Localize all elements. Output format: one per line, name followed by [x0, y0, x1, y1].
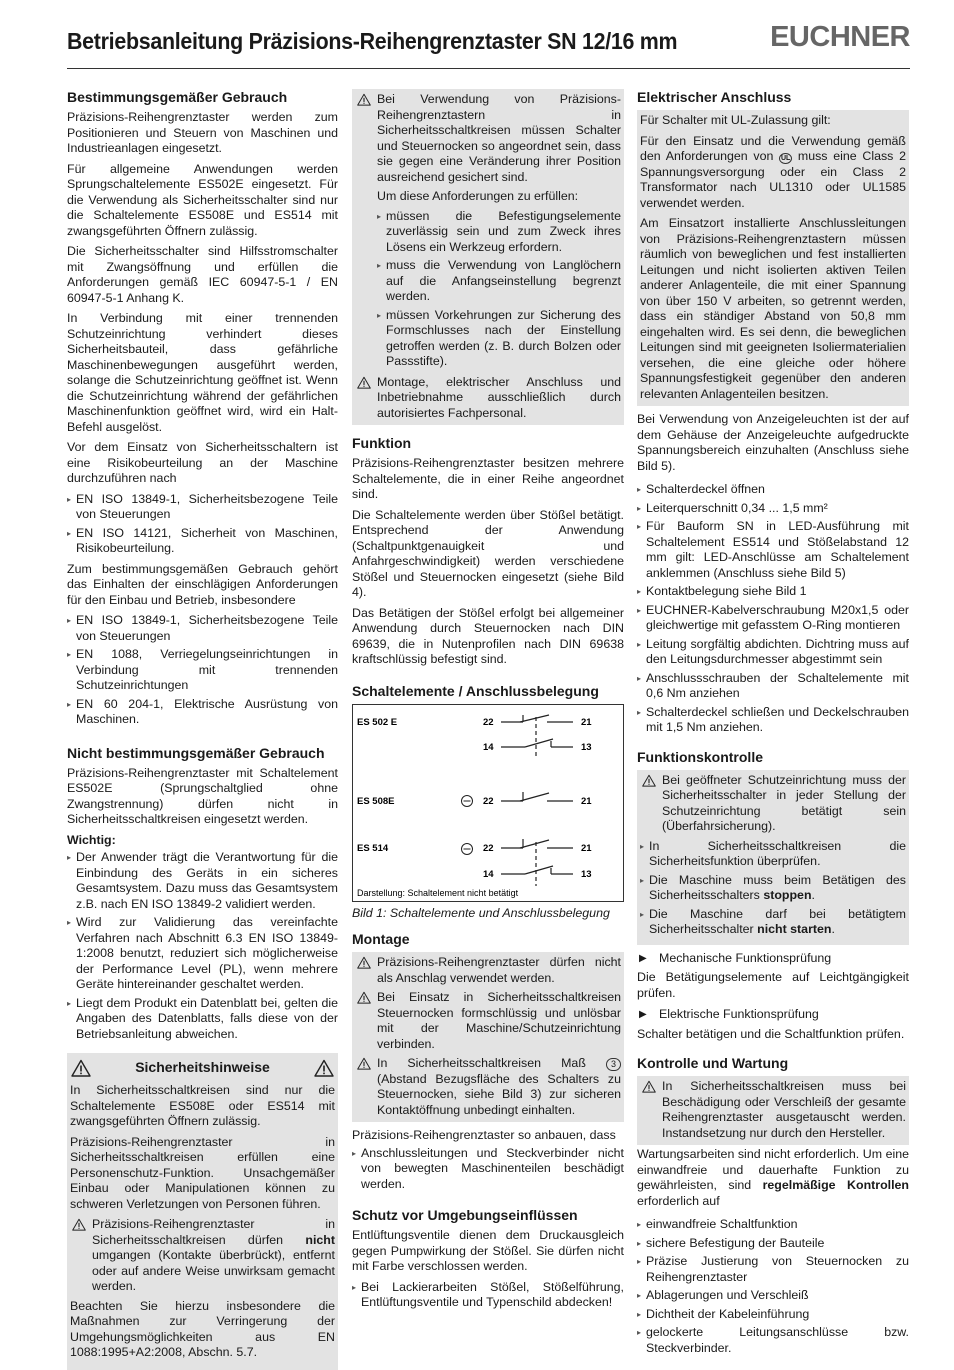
paragraph: Vor dem Einsatz von Sicherheitsschaltern ist eine Risikobeurteilung an der Maschine durchzuführen nach — [67, 440, 338, 485]
list-item: ▸ Dichtheit der Kabeleinführung — [637, 1307, 909, 1323]
bullet-list — [637, 482, 909, 736]
diagram-label-es502: ES 502 E — [357, 716, 398, 728]
paragraph: Bei Verwendung von Anzeigeleuchten ist der auf dem Gehäuse der Anzeigeleuchte aufgedruckte Spannungsbereich einzuhalten (Anschluss siehe Bild 5). — [637, 412, 909, 473]
diagram-label-es514: ES 514 — [357, 842, 389, 854]
paragraph: Präzisions-Reihengrenztaster in Sicherheitsschaltkreisen erfüllen eine Personenschutz-Funktion. Unsachgemäßer Einbau oder Manipulationen können zu schweren Verletzungen von Personen führen. — [70, 1134, 335, 1211]
electrical-check-step: ▶ Elektrische Funktionsprüfung — [637, 1007, 909, 1023]
column-1 — [67, 89, 338, 1370]
warning-icon — [357, 956, 371, 969]
terminal-14: 14 — [483, 741, 494, 753]
heading-funktion: Funktion — [352, 435, 412, 451]
warning-icon — [357, 1057, 371, 1070]
diagram-label-es508: ES 508E — [357, 795, 395, 807]
list-item: ▸ sichere Befestigung der Bauteile — [637, 1236, 909, 1252]
figure-caption: Bild 1: Schaltelemente und Anschlussbelegung — [352, 905, 610, 920]
function-check-box — [637, 770, 909, 945]
list-item: ▸ Der Anwender trägt die Verantwortung für die Einbindung des Geräts in ein sicheres Gesamtsystem. Dazu muss das Gesamtsystem z.B. nach EN ISO 13849-2 validiert werden. — [67, 850, 338, 912]
contact-symbol-es502 — [501, 715, 573, 759]
bullet-list — [637, 1217, 909, 1356]
warning-note: Montage, elektrischer Anschluss und Inbetriebnahme ausschließlich durch autorisiertes Fachpersonal. — [355, 375, 621, 422]
column-3 — [637, 89, 909, 1361]
terminal-13: 13 — [581, 741, 592, 753]
warning-icon — [357, 93, 371, 106]
warning-icon — [357, 991, 371, 1004]
paragraph: Entlüftungsventile dienen dem Druckausgleich gegen Pumpwirkung der Stößel. Sie dürfen nicht mit Farbe verschlossen werden. — [352, 1228, 624, 1273]
list-item: ▸ müssen Vorkehrungen zur Sicherung des Formschlusses nach der Einstellung getroffen werden (z. B. durch Bolzen oder Passstifte). — [377, 308, 621, 370]
heading-sicherheitshinweise: Sicherheitshinweise — [135, 1059, 270, 1076]
warning-icon — [72, 1218, 86, 1231]
warning-note: Präzisions-Reihengrenztaster dürfen nicht als Anschlag verwendet werden. — [355, 955, 621, 986]
page-header — [67, 21, 910, 69]
list-item: ▸ In Sicherheitsschaltkreisen die Sicherheitsfunktion überprüfen. — [640, 839, 906, 870]
list-item: ▸ Die Maschine muss beim Betätigen des Sicherheitsschalters stoppen. — [640, 873, 906, 904]
list-item: ▸ gelockerte Leitungsanschlüsse bzw. Steckverbinder. — [637, 1325, 909, 1356]
safety-notes-box — [67, 1083, 338, 1370]
warning-note: Bei geöffneter Schutzeinrichtung muss der Sicherheitsschalter in jeder Stellung der Schutzeinrichtung betätigt sein (Überfahrsicherung). — [640, 773, 906, 835]
warning-icon — [642, 774, 656, 787]
list-item: ▸ Schalterdeckel schließen und Deckelschrauben mit 1,5 Nm anziehen. — [637, 705, 909, 736]
paragraph: Die Betätigungselemente auf Leichtgängigkeit prüfen. — [637, 970, 909, 1000]
terminal-13: 13 — [581, 868, 592, 880]
heading-schaltelemente: Schaltelemente / Anschlussbelegung — [352, 682, 599, 699]
column-2 — [352, 89, 624, 1316]
warning-box — [352, 89, 624, 425]
paragraph: Präzisions-Reihengrenztaster besitzen mehrere Schaltelemente, die in einer Reihe angeordnet sind. — [352, 456, 624, 501]
list-item: ▸ einwandfreie Schaltfunktion — [637, 1217, 909, 1233]
list-item: ▸ EN 60 204-1, Elektrische Ausrüstung von Maschinen. — [67, 697, 338, 728]
paragraph: In Verbindung mit einer trennenden Schutzeinrichtung verhindert dieses Sicherheitsbauteil, dass gefährliche Maschinenbewegungen ausgeführt werden, solange die Schutzeinrichtung geöffnet ist. Wenn die Schutzeinrichtung während der gefährlichen Maschinenfunktion geöffnet wird, wird ein Halt-Befehl ausgelöst. — [67, 311, 338, 434]
paragraph: Präzisions-Reihengrenztaster so anbauen, dass — [352, 1128, 616, 1142]
list-item: ▸ Kontaktbelegung siehe Bild 1 — [637, 584, 909, 600]
paragraph: Die Sicherheitsschalter sind Hilfsstromschalter mit Zwangsöffnung und erfüllen die Anforderungen gemäß IEC 60947-5-1 / EN 60947-5-1 Anhang K. — [67, 244, 338, 305]
bullet-list — [352, 1280, 624, 1311]
list-item: ▸ Die Maschine darf bei betätigtem Sicherheitsschalter nicht starten. — [640, 907, 906, 938]
warning-icon — [642, 1080, 656, 1093]
paragraph: Für allgemeine Anwendungen werden Sprungschaltelemente ES502E eingesetzt. Für die Verwendung als Sicherheitsschalter sind nur die Schaltelemente ES508E und ES514 mit zwangsgeführten Öffnern zulässig. — [67, 161, 338, 238]
warning-note: Präzisions-Reihengrenztaster in Sicherheitsschaltkreisen dürfen nicht umgangen (Kontakte überbrückt), entfernt oder auf andere Weise unwirksam gemacht werden. — [70, 1217, 335, 1295]
warning-box — [352, 952, 624, 1122]
heading-nicht-bestimmungsgemaess: Nicht bestimmungsgemäßer Gebrauch — [67, 744, 325, 761]
bullet-list — [640, 839, 906, 938]
important-label: Wichtig: — [67, 832, 116, 847]
heading-funktionskontrolle: Funktionskontrolle — [637, 748, 763, 765]
warning-icon — [357, 376, 371, 389]
heading-schutz: Schutz vor Umgebungseinflüssen — [352, 1207, 578, 1223]
bullet-list — [352, 1146, 624, 1193]
paragraph: Präzisions-Reihengrenztaster werden zum Positionieren und Steuern von Maschinen und Industrieanlagen eingesetzt. — [67, 110, 338, 155]
paragraph: Beachten Sie hierzu insbesondere die Maßnahmen zur Verringerung der Umgehungsmöglichkeiten aus EN 1088:1995+A2:2008, Abschn. 5.7. — [70, 1298, 335, 1359]
list-item: ▸ muss die Verwendung von Langlöchern auf die Anfangseinstellung begrenzt werden. — [377, 258, 621, 305]
list-item: ▸ Für Bauform SN in LED-Ausführung mit Schaltelement ES514 und Stößelabstand 12 mm gilt: LED-Anschlüsse am Schaltelement anklemmen (Anschluss siehe Bild 5) — [637, 519, 909, 581]
list-item: ▸ Liegt dem Produkt ein Datenblatt bei, gelten die Angaben des Datenblatts, falls diese von der Betriebsanleitung abweichen. — [67, 996, 338, 1043]
paragraph: Schalter betätigen und die Schaltfunktion prüfen. — [637, 1026, 905, 1041]
list-item: ▸ müssen die Befestigungselemente zuverlässig sein und zum Zweck ihres Lösens ein Werkzeug erfordern. — [377, 209, 621, 256]
list-item: ▸ EN ISO 14121, Sicherheit von Maschinen, Risikobeurteilung. — [67, 526, 338, 557]
list-item: ▸ Leitung sorgfältig abdichten. Dichtring muss auf den Leitungsdurchmesser abgestimmt sein — [637, 637, 909, 668]
terminal-21: 21 — [581, 716, 592, 728]
bullet-list — [67, 613, 338, 728]
list-item: ▸ Präzise Justierung von Steuernocken zu Reihengrenztaster — [637, 1254, 909, 1285]
diagram-note: Darstellung: Schaltelement nicht betätigt — [357, 887, 519, 898]
paragraph: Das Betätigen der Stößel erfolgt bei allgemeiner Anwendung durch Steuernocken nach DIN 69639, die in Nutenprofilen nach DIN 69638 kraftschlüssig befestigt sind. — [352, 605, 624, 666]
paragraph: Wartungsarbeiten sind nicht erforderlich. Um eine einwandfreie und dauerhafte Funktion zu gewährleisten, sind regelmäßige Kontrollen erforderlich auf — [637, 1147, 909, 1208]
dimension-symbol: 3 — [606, 1058, 621, 1071]
terminal-21: 21 — [581, 795, 592, 807]
list-item: ▸ Schalterdeckel öffnen — [637, 482, 909, 498]
heading-kontrolle-wartung: Kontrolle und Wartung — [637, 1055, 789, 1071]
list-item: ▸ Bei Lackierarbeiten Stößel, Stößelführung, Entlüftungsventile und Typenschild abdecken! — [352, 1280, 624, 1311]
warning-icon — [314, 1059, 334, 1077]
warning-icon — [71, 1059, 91, 1077]
heading-elektrischer-anschluss: Elektrischer Anschluss — [637, 89, 792, 105]
contact-symbol-es514 — [501, 839, 573, 886]
paragraph: Um diese Anforderungen zu erfüllen: — [377, 189, 579, 203]
bullet-list — [67, 492, 338, 557]
ul-info-box — [637, 110, 909, 406]
list-item: ▸ Anschlussschrauben der Schaltelemente mit 0,6 Nm anziehen — [637, 671, 909, 702]
safety-notes-header — [67, 1053, 338, 1083]
paragraph: Für Schalter mit UL-Zulassung gilt: — [640, 113, 831, 127]
terminal-22: 22 — [483, 795, 494, 807]
list-item: ▸ EN ISO 13849-1, Sicherheitsbezogene Teile von Steuerungen — [67, 613, 338, 644]
list-item: ▸ EN ISO 13849-1, Sicherheitsbezogene Teile von Steuerungen — [67, 492, 338, 523]
warning-note: In Sicherheitsschaltkreisen Maß 3 (Abstand Bezugsfläche des Schalters zu Steuernocken, siehe Bild 3) zur sicheren Kontaktöffnung unbedingt einhalten. — [355, 1056, 621, 1118]
paragraph: Für den Einsatz und die Verwendung gemäß den Anforderungen von UL muss eine Class 2 Spannungsversorgung oder ein Class 2 Transformator nach UL1310 oder UL1585 verwendet werden. — [640, 133, 906, 210]
list-item: ▸ Ablagerungen und Verschleiß — [637, 1288, 909, 1304]
heading-montage: Montage — [352, 931, 410, 947]
list-item: ▸ Anschlussleitungen und Steckverbinder nicht von bewegten Maschinenteilen beschädigt werden. — [352, 1146, 624, 1193]
warning-note: Bei Einsatz in Sicherheitsschaltkreisen Steuernocken formschlüssig und unlösbar mit der Maschine/Schutzeinrichtung verbinden. — [355, 990, 621, 1052]
terminal-14: 14 — [483, 868, 494, 880]
paragraph: Präzisions-Reihengrenztaster mit Schaltelement ES502E (Sprungschaltglied ohne Zwangstrennung) dürfen nicht in Sicherheitsschaltkreisen eingesetzt werden. — [67, 765, 338, 826]
document-title: Betriebsanleitung Präzisions-Reihengrenztaster SN 12/16 mm — [67, 28, 678, 54]
paragraph: Zum bestimmungsgemäßen Gebrauch gehört das Einhalten der einschlägigen Anforderungen für den Einbau und Betrieb, insbesondere — [67, 561, 338, 607]
ul-logo-icon: UL — [780, 155, 791, 162]
list-item: ▸ EUCHNER-Kabelverschraubung M20x1,5 oder gleichwertige mit gefasstem O-Ring montieren — [637, 603, 909, 634]
bullet-list — [377, 209, 621, 370]
terminal-21: 21 — [581, 842, 592, 854]
list-item: ▸ Wird zur Validierung das vereinfachte Verfahren nach Abschnitt 6.3 EN ISO 13849-1:2008 benutzt, reduziert sich möglicherweise der Performance Level (PL), wenn mehrere Geräte hintereinander geschaltet werden. — [67, 915, 338, 993]
paragraph: In Sicherheitsschaltkreisen sind nur die Schaltelemente ES508E oder ES514 mit zwangsgeführten Öffnern zulässig. — [70, 1083, 335, 1128]
contact-diagram — [352, 704, 624, 902]
warning-note: Bei Verwendung von Präzisions-Reihengrenztastern in Sicherheitsschaltkreisen müssen Schalter und Steuernocken so angeordnet sein, dass sie gegen eine Veränderung ihrer Position ausreichend gesichert sind. — [355, 92, 621, 185]
heading-bestimmungsgemaess: Bestimmungsgemäßer Gebrauch — [67, 89, 288, 105]
paragraph: Am Einsatzort installierte Anschlussleitungen von Präzisions-Reihengrenztastern müssen räumlich von beweglichen und fest installierten Leitungen und nicht isolierten aktiven Teilen anderer Anlagenteile, die mit einer Spannung von über 150 V arbeiten, so getrennt werden, dass ein ständiger Abstand von 50,8 mm eingehalten wird. Es sei denn, die beweglichen Leitungen sind mit geeigneten Isoliermaterialien versehen, die eine gleiche oder höhere Spannungsfestigkeit gegenüber den anderen relevanten Anlagenteilen besitzen. — [640, 216, 906, 401]
list-item: ▸ EN 1088, Verriegelungseinrichtungen in Verbindung mit trennenden Schutzeinrichtungen — [67, 647, 338, 694]
terminal-22: 22 — [483, 842, 494, 854]
brand-logo: EUCHNER — [770, 21, 910, 53]
bullet-list — [67, 850, 338, 1042]
paragraph: Die Schaltelemente werden über Stößel betätigt. Entsprechend der Anwendung (Schaltpunktgenauigkeit und Anfahrgeschwindigkeit) werden verschiedene Stößel und Steuernocken eingesetzt (siehe Bild 4). — [352, 507, 624, 599]
contact-symbol-es508 — [501, 792, 573, 801]
mechanical-check-step: ▶ Mechanische Funktionsprüfung — [637, 951, 909, 967]
warning-box — [637, 1076, 909, 1145]
terminal-22: 22 — [483, 716, 494, 728]
warning-note: In Sicherheitsschaltkreisen muss bei Beschädigung oder Verschleiß der gesamte Reihengrenztaster ausgetauscht werden. Instandsetzung nur durch den Hersteller. — [640, 1079, 906, 1141]
list-item: ▸ Leiterquerschnitt 0,34 ... 1,5 mm² — [637, 501, 909, 517]
